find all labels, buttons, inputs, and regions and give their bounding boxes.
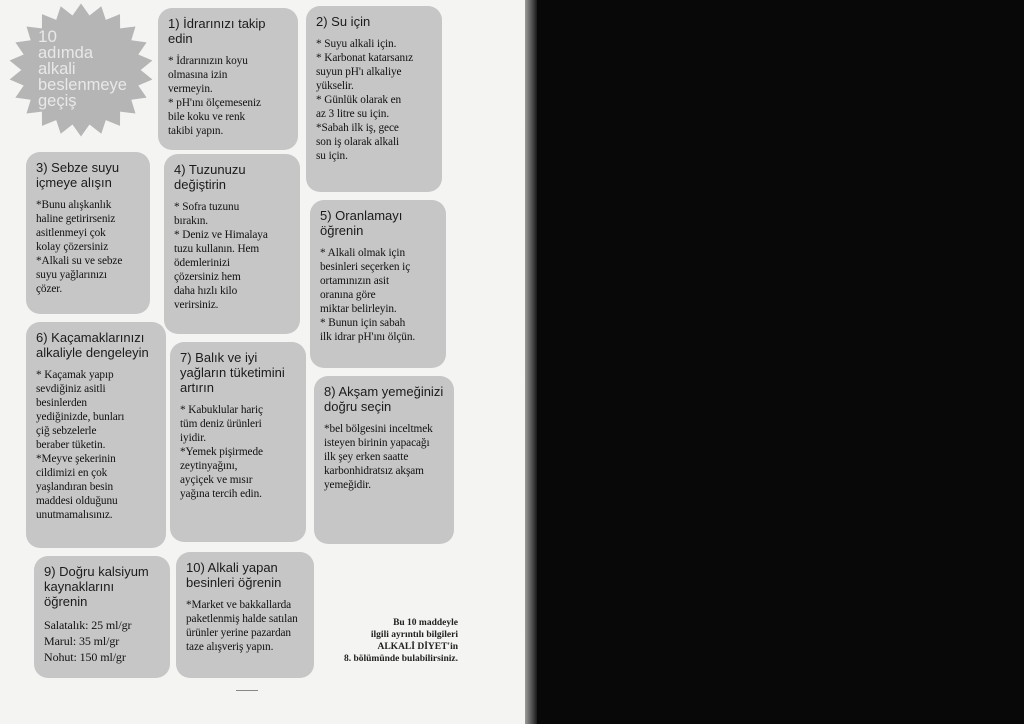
card-body: * Kaçamak yapıp sevdiğiniz asitli besinlerden yediğinizde, bunları çiğ sebzelerle beraber tüketin. *Meyve şekerinin cildimizi en çok yaşlandıran besin maddesi olduğunu unutmamalısınız. xyxy=(36,369,125,521)
starburst-line: beslenmeye xyxy=(38,76,127,94)
card-5 xyxy=(310,200,446,368)
divider xyxy=(236,690,258,691)
card-10 xyxy=(176,552,314,678)
card-title: 5) Oranlamayı öğrenin xyxy=(320,208,403,238)
card-body: * Sofra tuzunu bırakın. * Deniz ve Himalaya tuzu kullanın. Hem ödemlerinizi çözersiniz hem daha hızlı kilo verirsiniz. xyxy=(174,201,268,311)
card-7 xyxy=(170,342,306,542)
card-2 xyxy=(306,6,442,192)
card-body: * Suyu alkali için. * Karbonat katarsanız suyun pH'ı alkaliye yükselir. * Günlük olarak en az 3 litre su için. *Sabah ilk iş, gece son iş olarak alkali su için. xyxy=(316,38,414,162)
card-6 xyxy=(26,322,166,548)
starburst-line: alkali xyxy=(38,60,76,78)
card-body: *Bunu alışkanlık haline getirirseniz asitlenmeyi çok kolay çözersiniz *Alkali su ve sebze suyu yağlarınızı çözer. xyxy=(36,199,123,295)
starburst-line: geçiş xyxy=(38,92,77,110)
footer-note: Bu 10 maddeyle ilgili ayrıntılı bilgileri ALKALİ DİYET'in 8. bölümünde bulabilirsiniz. xyxy=(343,618,458,664)
card-8 xyxy=(314,376,454,544)
card-body: * İdrarınızın koyu olmasına izin vermeyin. * pH'ını ölçemeseniz bile koku ve renk takibi yapın. xyxy=(168,55,261,137)
page-spine xyxy=(525,0,537,724)
starburst-line: 10 xyxy=(38,27,57,46)
card-body: * Alkali olmak için besinleri seçerken iç ortamınızın asit oranına göre miktar belirleyin. * Bunun için sabah ilk idrar pH'ını ölçün. xyxy=(320,247,416,343)
card-title: 8) Akşam yemeğinizi doğru seçin xyxy=(324,384,444,414)
dark-background xyxy=(537,0,1024,724)
starburst-badge xyxy=(6,2,156,138)
card-title: 4) Tuzunuzu değiştirin xyxy=(174,162,246,192)
starburst-title xyxy=(38,29,127,109)
card-title: 1) İdrarınızı takip edin xyxy=(168,16,266,46)
card-body: *Market ve bakkallarda paketlenmiş halde satılan ürünler yerine pazardan taze alışveriş yapın. xyxy=(186,599,298,653)
card-body: Salatalık: 25 ml/gr Marul: 35 ml/gr Nohut: 150 ml/gr xyxy=(44,618,132,664)
card-3 xyxy=(26,152,150,314)
card-9 xyxy=(34,556,170,678)
card-title: 9) Doğru kalsiyum kaynaklarını öğrenin xyxy=(44,564,149,609)
card-4 xyxy=(164,154,300,334)
starburst-line: adımda xyxy=(38,44,94,62)
card-title: 10) Alkali yapan besinleri öğrenin xyxy=(186,560,282,590)
card-1 xyxy=(158,8,298,150)
card-title: 6) Kaçamaklarınızı alkaliyle dengeleyin xyxy=(36,330,149,360)
card-body: * Kabuklular hariç tüm deniz ürünleri iyidir. *Yemek pişirmede zeytinyağını, ayçiçek ve mısır yağına tercih edin. xyxy=(180,404,263,500)
card-title: 7) Balık ve iyi yağların tüketimini artırın xyxy=(180,350,285,395)
card-title: 2) Su için xyxy=(316,14,371,29)
card-body: *bel bölgesini inceltmek isteyen birinin yapacağı ilk şey erken saatte karbonhidratsız akşam yemeğidir. xyxy=(324,423,433,491)
card-title: 3) Sebze suyu içmeye alışın xyxy=(36,160,120,190)
